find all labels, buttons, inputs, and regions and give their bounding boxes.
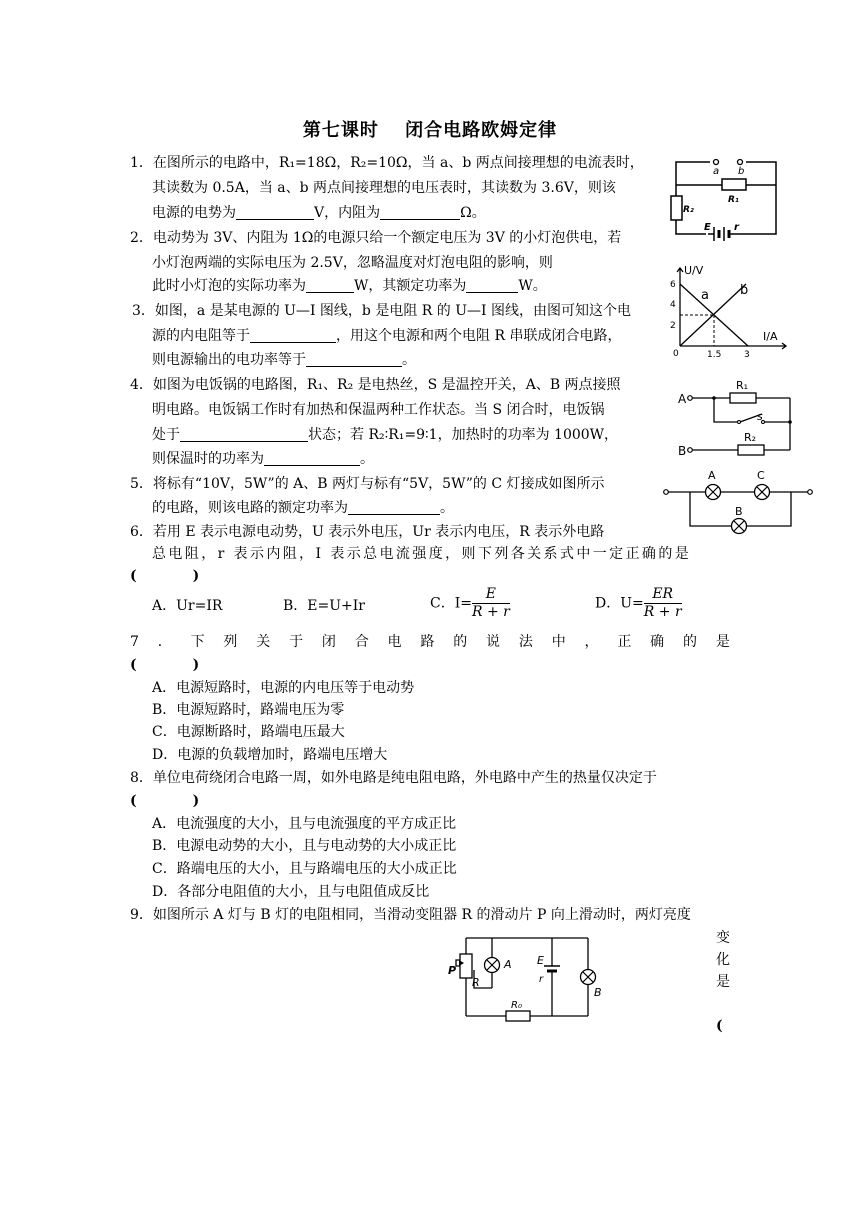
q4-text-d: 。 [360, 451, 374, 467]
label-r0: R₀ [511, 1000, 522, 1011]
q8-option-b[interactable]: B．电源电动势的大小，且与电动势的大小成正比 [152, 838, 457, 854]
x-axis-label: I/A [763, 330, 778, 343]
q4-line3 [152, 425, 618, 445]
q7-line1-char: 关 [256, 634, 271, 650]
q1-text-a: 电源的电势为 [152, 205, 236, 221]
q6-option-a[interactable]: A．Ur=IR [152, 598, 223, 614]
q7-line1-char: ， [584, 634, 599, 650]
tick-y4: 4 [670, 300, 676, 310]
rheostat-r [460, 954, 472, 978]
figure-q4-rice-cooker-circuit [676, 374, 796, 464]
q7-option-b[interactable]: B．电源短路时，路端电压为零 [152, 702, 345, 718]
label-line-b: b [740, 283, 749, 298]
q4-line1: 4．如图为电饭锅的电路图，R₁、R₂ 是电热丝，S 是温控开关，A、B 两点接照 [130, 377, 621, 393]
q4-line4 [152, 449, 374, 469]
q7-option-d[interactable]: D．电源的负载增加时，路端电压增大 [152, 747, 388, 763]
q1-line2: 其读数为 0.5A，当 a、b 两点间接理想的电压表时，其读数为 3.6V，则该 [152, 180, 616, 196]
q8-option-d[interactable]: D．各部分电阻值的大小，且与电阻值成反比 [152, 884, 430, 900]
q6-answer-paren[interactable]: ( ) [130, 568, 200, 584]
label-lamp-a: A [708, 469, 716, 482]
q2-text-c: W。 [518, 278, 547, 294]
resistor-r2 [671, 196, 682, 220]
q7-line1-char: 下 [190, 634, 205, 650]
lamp-c-icon [755, 485, 770, 500]
page-title: 第七课时 闭合电路欧姆定律 [302, 120, 558, 141]
q1-line3 [152, 203, 486, 223]
q8-line1: 8．单位电荷绕闭合电路一周，如外电路是纯电阻电路，外电路中产生的热量仅决定于 [130, 770, 657, 786]
q2-blank-rated-power[interactable] [466, 277, 518, 293]
terminal-b [738, 160, 743, 165]
q3-blank-output-power[interactable] [306, 351, 402, 367]
lamp-b-icon [581, 970, 596, 985]
q4-blank-keep-warm-power[interactable] [264, 450, 360, 466]
q4-text-b: 状态；若 R₂∶R₁=9∶1，加热时的功率为 1000W， [308, 427, 619, 443]
q1-blank-resistance[interactable] [380, 204, 460, 220]
q4-text-a: 处于 [152, 427, 180, 443]
label-r-internal: r [539, 974, 544, 985]
label-e: E [537, 954, 544, 967]
q6-option-c-fraction [472, 586, 510, 621]
label-s: s [757, 410, 763, 423]
label-lamp-c: C [757, 469, 765, 482]
q5-blank-rated-power[interactable] [348, 499, 440, 515]
q7-line1-char: ． [157, 634, 172, 650]
q7-line1-char: 说 [486, 634, 501, 650]
label-r: r [734, 222, 739, 233]
q7-line1-char: 确 [650, 634, 665, 650]
label-e: E [704, 222, 711, 233]
q4-text-c: 则保温时的功率为 [152, 451, 264, 467]
q6-option-d-denominator: R + r [643, 604, 682, 620]
q6-line2-text: 总电阻，r 表示内阻，I 表示总电流强度，则下列各关系式中一定正确的是 [152, 546, 692, 562]
q7-line1-char: 于 [289, 634, 304, 650]
q7-line1-char: 7 [130, 634, 139, 650]
q8-option-c[interactable]: C．路端电压的大小，且与路端电压的大小成正比 [152, 861, 457, 877]
q7-option-c[interactable]: C．电源断路时，路端电压最大 [152, 724, 345, 740]
q7-line1-char: 中 [551, 634, 566, 650]
figure-q9-rheostat-circuit [440, 926, 610, 1024]
q7-answer-paren[interactable]: ( ) [130, 657, 200, 673]
q7-line1-char: 正 [617, 634, 632, 650]
q3-line1: 3．如图，a 是某电源的 U—I 图线，b 是电阻 R 的 U—I 图线，由图可知这个电 [132, 303, 632, 319]
q2-line1: 2．电动势为 3V、内阻为 1Ω的电源只给一个额定电压为 3V 的小灯泡供电，若 [130, 230, 622, 246]
q2-line3 [152, 276, 547, 296]
q7-line1-char: 法 [518, 634, 533, 650]
lamp-a-icon [485, 958, 500, 973]
resistor-r2 [738, 445, 764, 455]
label-r2: R₂ [744, 431, 757, 444]
q6-option-d-fraction [644, 586, 682, 621]
q4-blank-state[interactable] [180, 426, 308, 442]
q6-option-d[interactable] [595, 586, 682, 621]
q6-option-b[interactable]: B．E=U+Ir [283, 598, 365, 614]
q5-text-b: 。 [440, 500, 454, 516]
tick-y2: 2 [670, 321, 676, 331]
q1-blank-emf[interactable] [236, 204, 314, 220]
figure-q3-ui-graph [668, 262, 794, 362]
resistor-r1 [730, 393, 756, 403]
q9-line1: 9．如图所示 A 灯与 B 灯的电阻相同，当滑动变阻器 R 的滑动片 P 向上滑动时，两灯亮度 [130, 907, 691, 923]
q7-line1 [130, 632, 730, 652]
q6-line2 [152, 544, 730, 564]
q9-tail-2: 化 [716, 952, 730, 968]
q7-line1-char: 的 [683, 634, 697, 650]
q7-line1-char: 是 [715, 634, 730, 650]
q7-line1-char: 列 [223, 634, 238, 650]
terminal-a [688, 396, 693, 401]
q5-line2 [152, 498, 454, 518]
q7-line1-char: 路 [420, 634, 435, 650]
resistor-r1 [722, 179, 746, 190]
label-p: P [448, 964, 457, 977]
tick-y6: 6 [670, 280, 676, 290]
q3-text-b: ，用这个电源和两个电阻 R 串联成闭合电路， [336, 328, 622, 344]
q6-option-c-numerator: E [472, 586, 510, 604]
label-b: B [678, 444, 687, 458]
q1-line1: 1．在图所示的电路中，R₁=18Ω，R₂=10Ω，当 a、b 两点间接理想的电流表时， [130, 155, 644, 171]
q6-option-d-numerator: ER [644, 586, 682, 604]
q6-line1: 6．若用 E 表示电源电动势，U 表示外电压，Ur 表示内电压，R 表示外电路 [130, 524, 605, 540]
q6-option-c[interactable] [430, 586, 510, 621]
q3-text-a: 源的内电阻等于 [152, 328, 250, 344]
q5-text-a: 的电路，则该电路的额定功率为 [152, 500, 348, 516]
q3-text-d: 。 [402, 352, 416, 368]
q3-blank-internal-resistance[interactable] [250, 327, 336, 343]
figure-q5-lamp-circuit [660, 466, 820, 536]
q9-answer-paren[interactable]: ( [716, 1018, 723, 1034]
q6-option-d-label: D．U= [595, 595, 644, 612]
q3-line3 [152, 350, 416, 370]
q3-line2 [152, 326, 621, 346]
tick-x3: 3 [744, 350, 750, 360]
tick-x15: 1.5 [707, 350, 722, 360]
q2-text-b: W，其额定功率为 [354, 278, 467, 294]
lamp-a-icon [706, 485, 721, 500]
q8-answer-paren[interactable]: ( ) [130, 793, 200, 809]
label-r1: R₁ [728, 195, 739, 205]
label-r2: R₂ [683, 205, 694, 215]
q7-line1-char: 合 [354, 634, 369, 650]
q6-option-c-label: C．I= [430, 595, 472, 612]
q5-line1: 5．将标有“10V，5W”的 A、B 两灯与标有“5V，5W”的 C 灯接成如图所示 [130, 476, 605, 492]
label-line-a: a [701, 288, 709, 303]
label-r: R [472, 976, 480, 989]
figure-q1-circuit [668, 150, 788, 242]
label-lamp-b: B [735, 505, 743, 518]
q2-text-a: 此时小灯泡的实际功率为 [152, 278, 306, 294]
label-b: b [738, 166, 745, 177]
q6-option-c-denominator: R + r [471, 604, 510, 620]
q1-text-c: Ω。 [460, 205, 486, 221]
q3-text-c: 则电源输出的电功率等于 [152, 352, 306, 368]
q4-line2: 明电路。电饭锅工作时有加热和保温两种工作状态。当 S 闭合时，电饭锅 [152, 402, 605, 418]
q2-line2: 小灯泡两端的实际电压为 2.5V，忽略温度对灯泡电阻的影响，则 [152, 255, 553, 271]
q9-tail-3: 是 [716, 974, 730, 990]
q7-line1-char: 电 [387, 634, 402, 650]
q2-blank-actual-power[interactable] [306, 277, 354, 293]
terminal-b [688, 448, 693, 453]
q7-line1-char: 闭 [321, 634, 336, 650]
q1-text-b: V，内阻为 [314, 205, 381, 221]
resistor-r0 [506, 1011, 530, 1021]
battery-icon [544, 966, 560, 976]
terminal-a [714, 160, 719, 165]
label-a: A [678, 392, 687, 406]
q8-option-a[interactable]: A．电流强度的大小，且与电流强度的平方成正比 [152, 816, 457, 832]
label-lamp-b: B [594, 986, 602, 999]
label-a: a [713, 166, 720, 177]
q7-line1-char: 的 [453, 634, 468, 650]
y-axis-label: U/V [684, 264, 704, 277]
q9-tail-1: 变 [716, 930, 730, 946]
tick-origin: 0 [673, 349, 679, 359]
label-lamp-a: A [504, 958, 512, 971]
q7-option-a[interactable]: A．电源短路时，电源的内电压等于电动势 [152, 680, 415, 696]
label-r1: R₁ [736, 379, 749, 392]
lamp-b-icon [732, 519, 747, 534]
